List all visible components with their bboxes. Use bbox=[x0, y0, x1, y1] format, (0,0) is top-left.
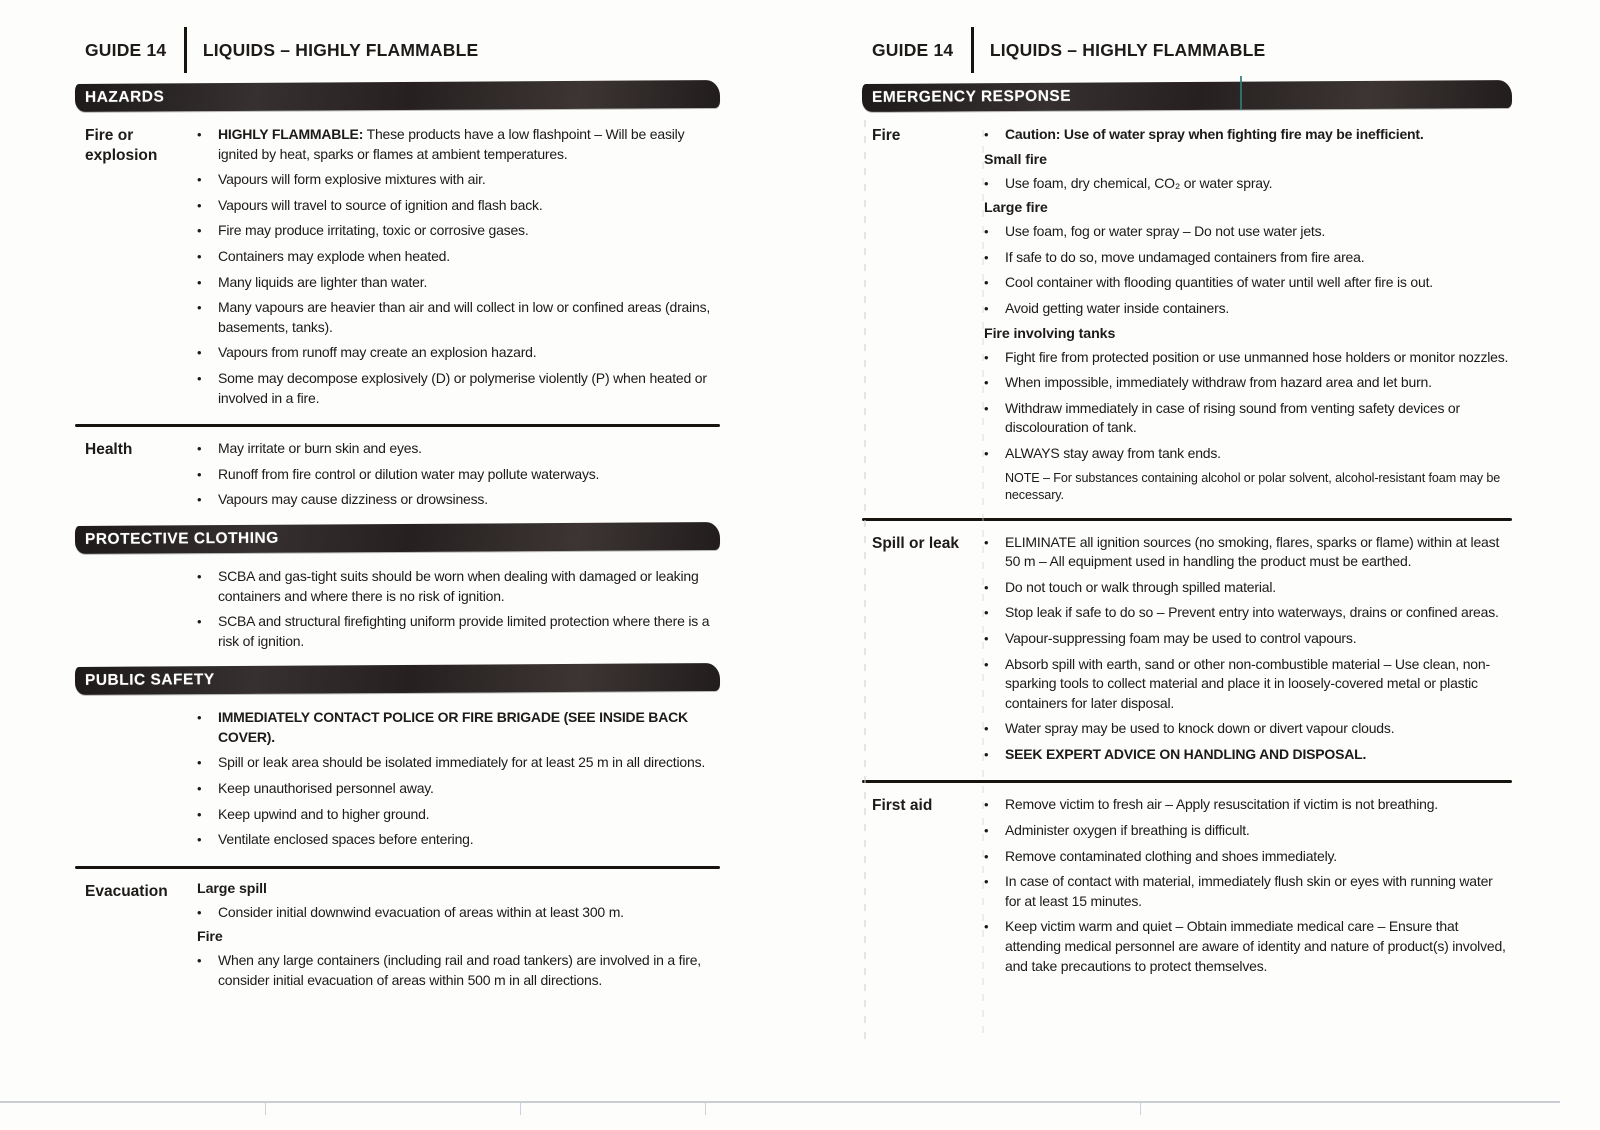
bullet-item bbox=[984, 533, 1512, 572]
bullet-item bbox=[197, 439, 720, 459]
bullet-item bbox=[984, 299, 1512, 319]
bullet-text: Many vapours are heavier than air and will collect in low or confined areas (drains, basements, tanks). bbox=[218, 299, 711, 335]
bullet-icon: • bbox=[197, 904, 202, 920]
bullet-item bbox=[984, 917, 1512, 976]
content-row-first-aid bbox=[862, 792, 1512, 982]
bullet-text: Vapour-suppressing foam may be used to control vapours. bbox=[1005, 629, 1357, 646]
bullet-item bbox=[197, 612, 720, 651]
bullet-icon: • bbox=[197, 755, 202, 771]
bullet-item bbox=[984, 174, 1512, 194]
bullet-icon: • bbox=[984, 746, 989, 762]
bullet-text: Withdraw immediately in case of rising sound from venting safety devices or discolouration of tank. bbox=[1005, 399, 1460, 436]
scan-edge-line bbox=[0, 1101, 1560, 1103]
bullet-icon: • bbox=[197, 441, 202, 457]
section-divider bbox=[862, 518, 1512, 521]
page-left-sections bbox=[75, 82, 720, 997]
page-right-sections bbox=[862, 82, 1512, 982]
bullet-icon: • bbox=[984, 721, 989, 737]
bullet-item bbox=[197, 490, 720, 510]
bullet-icon: • bbox=[197, 466, 202, 482]
bullet-text: Water spray may be used to knock down or divert vapour clouds. bbox=[1005, 720, 1395, 737]
bullet-text: Remove victim to fresh air – Apply resuscitation if victim is not breathing. bbox=[1005, 796, 1438, 813]
scan-tick-mark bbox=[705, 1102, 706, 1115]
bullet-text: Do not touch or walk through spilled material. bbox=[1005, 578, 1276, 595]
bullet-icon: • bbox=[984, 275, 989, 291]
bullet-text: In case of contact with material, immediately flush skin or eyes with running water for at least 15 minutes. bbox=[1005, 873, 1493, 909]
section-bar-label: PUBLIC SAFETY bbox=[84, 671, 215, 690]
bullet-item bbox=[197, 951, 720, 990]
row-content bbox=[197, 705, 720, 856]
bullet-icon: • bbox=[197, 345, 202, 361]
row-content bbox=[984, 122, 1512, 508]
bullet-item bbox=[984, 847, 1512, 867]
section-divider bbox=[862, 780, 1512, 783]
bullet-text: HIGHLY FLAMMABLE: These products have a low flashpoint – Will be easily ignited by heat, sparks or flames at ambient temperatures. bbox=[218, 126, 685, 162]
bullet-icon: • bbox=[984, 224, 989, 240]
bullet-item bbox=[197, 903, 720, 923]
bullet-item bbox=[984, 745, 1512, 765]
content-row bbox=[75, 564, 720, 657]
section-divider bbox=[75, 866, 720, 869]
bullet-icon: • bbox=[984, 919, 989, 935]
bullet-item bbox=[197, 247, 720, 267]
bullet-icon: • bbox=[984, 375, 989, 391]
row-label bbox=[75, 564, 197, 657]
bullet-icon: • bbox=[197, 832, 202, 848]
bullet-icon: • bbox=[197, 274, 202, 290]
content-row-fire-or-explosion bbox=[75, 122, 720, 414]
section-divider bbox=[75, 424, 720, 427]
bullet-text: Some may decompose explosively (D) or polymerise violently (P) when heated or involved in a fire. bbox=[218, 369, 707, 406]
bullet-item bbox=[984, 348, 1512, 368]
subheading: Large spill bbox=[197, 880, 267, 897]
bullet-item bbox=[197, 298, 720, 337]
bullet-icon: • bbox=[984, 823, 989, 839]
bullet-item bbox=[197, 753, 720, 773]
bullet-icon: • bbox=[984, 175, 989, 191]
row-label: Fire bbox=[872, 127, 901, 144]
bullet-item bbox=[984, 655, 1512, 714]
subheading: Fire involving tanks bbox=[984, 325, 1116, 342]
bullet-item bbox=[984, 222, 1512, 242]
bullet-item bbox=[197, 196, 720, 216]
bullet-text: Containers may explode when heated. bbox=[218, 247, 450, 264]
bullet-icon: • bbox=[984, 534, 989, 550]
bullet-item bbox=[197, 830, 720, 850]
section-bar-protective-clothing bbox=[75, 522, 720, 554]
content-row-spill-or-leak bbox=[862, 530, 1512, 771]
bullet-item bbox=[984, 125, 1512, 145]
bullet-text: SCBA and structural firefighting uniform provide limited protection where there is a risk of ignition. bbox=[218, 613, 710, 649]
bullet-item bbox=[197, 567, 720, 606]
guide-number: GUIDE 14 bbox=[872, 39, 954, 60]
header-divider bbox=[971, 27, 974, 73]
bullet-item bbox=[197, 125, 720, 164]
bullet-item bbox=[984, 248, 1512, 268]
bullet-text: ALWAYS stay away from tank ends. bbox=[1005, 444, 1221, 461]
bullet-text: Vapours from runoff may create an explosion hazard. bbox=[218, 344, 537, 361]
bullet-item bbox=[984, 399, 1512, 438]
bullet-icon: • bbox=[197, 492, 202, 508]
bullet-item bbox=[197, 805, 720, 825]
bullet-item bbox=[984, 872, 1512, 911]
bullet-icon: • bbox=[197, 710, 202, 726]
bullet-icon: • bbox=[197, 781, 202, 797]
section-bar-emergency-response bbox=[862, 80, 1512, 112]
header-divider bbox=[184, 27, 187, 73]
bullet-item bbox=[984, 578, 1512, 598]
bullet-icon: • bbox=[984, 848, 989, 864]
bullet-item bbox=[984, 719, 1512, 739]
bullet-icon: • bbox=[197, 127, 202, 142]
bullet-text: IMMEDIATELY CONTACT POLICE OR FIRE BRIGADE (SEE INSIDE BACK COVER). bbox=[218, 709, 688, 745]
page-left bbox=[75, 26, 720, 1001]
bullet-item bbox=[197, 465, 720, 485]
content-row bbox=[75, 705, 720, 856]
bullet-item bbox=[197, 273, 720, 293]
row-content bbox=[197, 436, 720, 516]
bullet-bold-prefix: HIGHLY FLAMMABLE: bbox=[218, 126, 364, 142]
bullet-text: Spill or leak area should be isolated immediately for at least 25 m in all directions. bbox=[218, 754, 706, 771]
bullet-text: Keep unauthorised personnel away. bbox=[218, 780, 434, 797]
bullet-icon: • bbox=[197, 248, 202, 264]
bullet-icon: • bbox=[984, 249, 989, 265]
section-bar-label: HAZARDS bbox=[84, 88, 165, 106]
bullet-text: Stop leak if safe to do so – Prevent entry into waterways, drains or confined areas. bbox=[1005, 604, 1499, 621]
content-row-evacuation bbox=[75, 878, 720, 997]
bullet-icon: • bbox=[197, 300, 202, 316]
bullet-icon: • bbox=[197, 172, 202, 188]
scan-tick-mark bbox=[265, 1102, 266, 1115]
row-label bbox=[75, 705, 197, 856]
bullet-item bbox=[197, 221, 720, 241]
content-row-fire bbox=[862, 122, 1512, 508]
bullet-text: If safe to do so, move undamaged containers from fire area. bbox=[1005, 248, 1365, 265]
page-header bbox=[75, 26, 720, 74]
bullet-text: When any large containers (including rail and road tankers) are involved in a fire, consider initial evacuation of areas within 500 m in all directions. bbox=[218, 952, 701, 989]
note-text: NOTE – For substances containing alcohol or polar solvent, alcohol-resistant foam may be necessary. bbox=[1005, 470, 1501, 502]
bullet-text: Fire may produce irritating, toxic or corrosive gases. bbox=[218, 222, 529, 239]
bullet-item bbox=[984, 629, 1512, 649]
bullet-text: ELIMINATE all ignition sources (no smoking, flares, sparks or flame) within at least 50 m – All equipment used in handling the product must be earthed. bbox=[1005, 533, 1500, 570]
row-content bbox=[984, 530, 1512, 771]
content-row-health bbox=[75, 436, 720, 516]
bullet-icon: • bbox=[197, 614, 202, 630]
bullet-text: When impossible, immediately withdraw from hazard area and let burn. bbox=[1005, 374, 1432, 391]
bullet-item bbox=[197, 170, 720, 190]
bullet-item bbox=[197, 708, 720, 747]
row-label: Evacuation bbox=[85, 882, 168, 900]
bullet-icon: • bbox=[984, 579, 989, 595]
bullet-item bbox=[984, 603, 1512, 623]
page-title: LIQUIDS – HIGHLY FLAMMABLE bbox=[202, 39, 479, 60]
bullet-icon: • bbox=[197, 806, 202, 822]
row-content bbox=[197, 564, 720, 657]
bullet-item bbox=[197, 369, 720, 408]
row-label: Fire or explosion bbox=[85, 127, 158, 165]
bullet-text: May irritate or burn skin and eyes. bbox=[218, 440, 422, 457]
bullet-icon: • bbox=[984, 400, 989, 416]
bullet-icon: • bbox=[984, 300, 989, 316]
bullet-text: Cool container with flooding quantities of water until well after fire is out. bbox=[1005, 274, 1433, 291]
bullet-text: Use foam, dry chemical, CO₂ or water spray. bbox=[1005, 174, 1273, 191]
bullet-item bbox=[984, 795, 1512, 815]
bullet-icon: • bbox=[197, 953, 202, 969]
section-bar-label: PROTECTIVE CLOTHING bbox=[84, 529, 279, 548]
bullet-icon: • bbox=[984, 445, 989, 461]
bullet-text: Many liquids are lighter than water. bbox=[218, 273, 428, 290]
row-label: Health bbox=[85, 441, 133, 459]
bullet-icon: • bbox=[984, 656, 989, 672]
bullet-icon: • bbox=[197, 568, 202, 584]
subheading: Small fire bbox=[984, 151, 1047, 168]
bullet-icon: • bbox=[984, 127, 989, 142]
guide-number: GUIDE 14 bbox=[85, 39, 167, 60]
bullet-icon: • bbox=[197, 223, 202, 239]
section-bar-hazards bbox=[75, 80, 720, 112]
bullet-text: Vapours will travel to source of ignition and flash back. bbox=[218, 196, 543, 213]
bullet-icon: • bbox=[197, 197, 202, 213]
bullet-text: Avoid getting water inside containers. bbox=[1005, 299, 1230, 316]
scan-tick-mark bbox=[1140, 1102, 1141, 1115]
bullet-icon: • bbox=[984, 630, 989, 646]
bullet-text: SEEK EXPERT ADVICE ON HANDLING AND DISPOSAL. bbox=[1005, 745, 1367, 762]
bullet-icon: • bbox=[984, 874, 989, 890]
bullet-icon: • bbox=[984, 797, 989, 813]
bullet-item bbox=[197, 343, 720, 363]
row-content bbox=[197, 878, 720, 997]
bullet-text: Remove contaminated clothing and shoes immediately. bbox=[1005, 847, 1337, 864]
page-title: LIQUIDS – HIGHLY FLAMMABLE bbox=[989, 39, 1266, 60]
bullet-text: SCBA and gas-tight suits should be worn when dealing with damaged or leaking containers and where there is no risk of ignition. bbox=[218, 567, 699, 604]
bullet-text: Fight fire from protected position or use unmanned hose holders or monitor nozzles. bbox=[1005, 348, 1509, 365]
section-bar-label: EMERGENCY RESPONSE bbox=[871, 87, 1072, 106]
bullet-icon: • bbox=[197, 370, 202, 386]
bullet-text: Caution: Use of water spray when fighting fire may be inefficient. bbox=[1005, 126, 1424, 142]
row-content bbox=[984, 792, 1512, 982]
subheading: Fire bbox=[197, 929, 223, 946]
bullet-text: Keep victim warm and quiet – Obtain immediate medical care – Ensure that attending medical personnel are aware of identity and nature of product(s) involved, and take precautions to protect themselves. bbox=[1005, 918, 1506, 974]
bullet-text: Consider initial downwind evacuation of areas within at least 300 m. bbox=[218, 903, 624, 920]
bullet-text: Administer oxygen if breathing is difficult. bbox=[1005, 822, 1250, 839]
row-label: Spill or leak bbox=[872, 534, 960, 552]
bullet-icon: • bbox=[984, 605, 989, 621]
bullet-text: Vapours will form explosive mixtures with air. bbox=[218, 171, 486, 188]
bullet-text: Runoff from fire control or dilution water may pollute waterways. bbox=[218, 465, 600, 482]
bullet-text: Keep upwind and to higher ground. bbox=[218, 805, 430, 822]
scan-tick-mark bbox=[520, 1102, 521, 1115]
bullet-item bbox=[984, 444, 1512, 464]
bullet-text: Vapours may cause dizziness or drowsiness. bbox=[218, 491, 488, 508]
bullet-text: Ventilate enclosed spaces before entering. bbox=[218, 831, 474, 848]
bullet-text: Use foam, fog or water spray – Do not use water jets. bbox=[1005, 223, 1326, 240]
bullet-item bbox=[984, 821, 1512, 841]
scan-fold-line bbox=[864, 120, 866, 1045]
bullet-item bbox=[197, 779, 720, 799]
row-content bbox=[197, 122, 720, 414]
bullet-text: Absorb spill with earth, sand or other non-combustible material – Use clean, non-sparking tools to collect material and place it in loosely-covered metal or plastic containers for later disposal. bbox=[1005, 655, 1490, 711]
bullet-item bbox=[984, 273, 1512, 293]
bullet-icon: • bbox=[984, 349, 989, 365]
bullet-item bbox=[984, 373, 1512, 393]
scan-artifact-teal-line bbox=[1240, 76, 1242, 110]
row-label: First aid bbox=[872, 797, 933, 815]
subheading: Large fire bbox=[984, 200, 1048, 217]
page-header bbox=[862, 26, 1512, 74]
section-bar-public-safety bbox=[75, 663, 720, 695]
page-right bbox=[862, 26, 1512, 986]
scan-fold-line bbox=[982, 130, 984, 1035]
